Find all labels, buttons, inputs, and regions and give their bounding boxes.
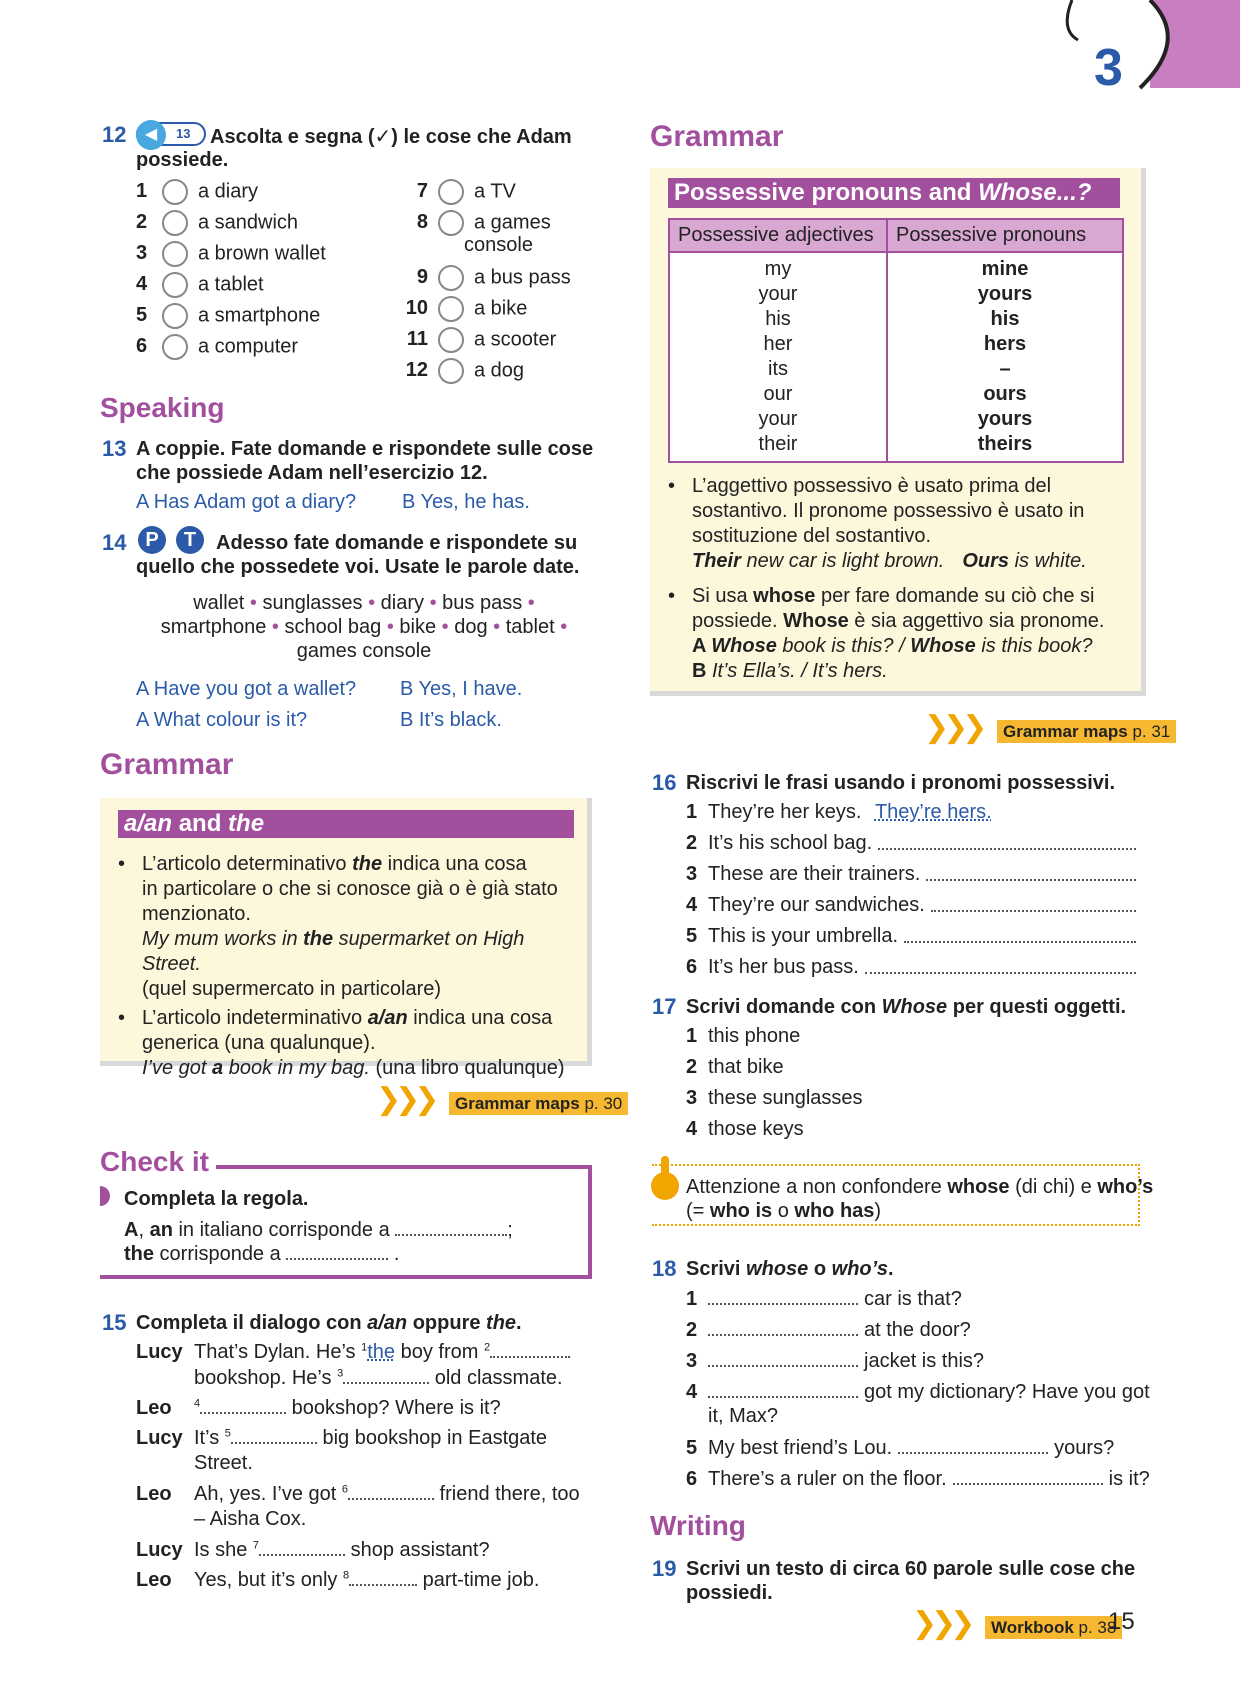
dialogue-line: Leo $^4$ bookshop? Where is it? xyxy=(136,1397,501,1419)
checkbox[interactable] xyxy=(162,334,188,360)
ex13-line1: A coppie. Fate domande e rispondete sulle cose xyxy=(136,438,594,460)
chevron-right-icon: ❯❯❯ xyxy=(924,711,982,744)
col-header-pronouns: Possessive pronouns xyxy=(887,219,1123,252)
answer-blank[interactable] xyxy=(343,1366,429,1384)
ex18-item: 3 jacket is this? xyxy=(686,1350,985,1372)
checkbox[interactable] xyxy=(438,327,464,353)
check-it-instruction: Completa la regola. xyxy=(124,1188,309,1210)
unit-badge-arc xyxy=(1060,0,1200,96)
ex18-item: 1 car is that? xyxy=(686,1288,962,1310)
grammar-right-title: Grammar xyxy=(650,120,784,153)
attention-line1: Attenzione a non confondere whose (di chi) e who’s xyxy=(686,1176,1154,1198)
ex14-example-b1: B Yes, I have. xyxy=(400,678,523,700)
table-cell: theirs xyxy=(887,432,1123,462)
articles-rule-box xyxy=(100,798,592,1079)
ex12-item: 6 a computer xyxy=(136,334,298,360)
answer-blank[interactable] xyxy=(931,894,1136,912)
ex12-instruction-line2: possiede. xyxy=(136,149,229,171)
table-cell: her xyxy=(669,332,887,357)
dialogue-line: Leo Yes, but it’s only $^8$ part-time job. xyxy=(136,1569,540,1591)
ex12-instruction-line1: Ascolta e segna (✓) le cose che Adam xyxy=(210,126,572,148)
ex12-item: 3 a brown wallet xyxy=(136,241,326,267)
ex12-item: 8 a games xyxy=(394,210,551,236)
answer-blank[interactable] xyxy=(898,1436,1048,1454)
answer-blank[interactable] xyxy=(259,1538,345,1556)
checkbox[interactable] xyxy=(162,241,188,267)
ex18-item: 6 There’s a ruler on the floor. is it? xyxy=(686,1468,1150,1490)
ex16-item: 4 They’re our sandwiches. xyxy=(686,894,1136,917)
table-cell: mine xyxy=(887,252,1123,282)
ex17-item: 2 that bike xyxy=(686,1056,784,1078)
dialogue-line: Lucy It’s $^5$ big bookshop in Eastgate xyxy=(136,1427,548,1449)
ex13-example-b: B Yes, he has. xyxy=(402,491,530,513)
answer-blank[interactable] xyxy=(708,1380,858,1398)
answer-blank[interactable] xyxy=(231,1426,317,1444)
ex15-number: 15 xyxy=(102,1310,127,1335)
table-cell: yours xyxy=(887,282,1123,307)
ex19-number: 19 xyxy=(652,1556,677,1581)
ex18-instruction: Scrivi whose o who’s. xyxy=(686,1258,894,1280)
grammar-maps-link-31[interactable]: ❯❯❯ Grammar maps p. 31 xyxy=(924,710,1176,745)
ex12-number: 12 xyxy=(102,122,127,147)
answer-blank[interactable] xyxy=(395,1218,507,1236)
dialogue-line: – Aisha Cox. xyxy=(194,1508,307,1530)
answer-blank[interactable] xyxy=(490,1340,570,1358)
ex18-item-continuation: it, Max? xyxy=(708,1405,779,1427)
checkbox[interactable] xyxy=(438,210,464,236)
ex12-item-continuation: console xyxy=(464,234,533,256)
ex16-item: 1 They’re her keys. They’re hers. xyxy=(686,801,992,823)
audio-track-number: 13 xyxy=(176,126,191,141)
table-cell: your xyxy=(669,282,887,307)
answer-blank[interactable] xyxy=(200,1396,286,1414)
ex14-line2: quello che possedete voi. Usate le parole date. xyxy=(136,556,580,578)
writing-title: Writing xyxy=(650,1510,746,1541)
checkbox[interactable] xyxy=(438,358,464,384)
ex12-item: 1 a diary xyxy=(136,179,258,205)
check-it-line1: A, an in italiano corrisponde a ; xyxy=(124,1219,513,1241)
pair-work-badge: P xyxy=(138,526,166,554)
answer-blank[interactable] xyxy=(349,1568,417,1586)
checkbox[interactable] xyxy=(162,210,188,236)
ex18-number: 18 xyxy=(652,1256,677,1281)
ex17-instruction: Scrivi domande con Whose per questi oggetti. xyxy=(686,996,1127,1018)
checkbox[interactable] xyxy=(438,296,464,322)
ex16-instruction: Riscrivi le frasi usando i pronomi possessivi. xyxy=(686,772,1116,794)
ex12-item: 9 a bus pass xyxy=(394,265,571,291)
answer-blank[interactable] xyxy=(953,1467,1103,1485)
ex14-example-a1: A Have you got a wallet? xyxy=(136,678,357,700)
ex17-item: 1 this phone xyxy=(686,1025,801,1047)
ex17-number: 17 xyxy=(652,994,677,1019)
ex16-item: 5 This is your umbrella. xyxy=(686,925,1136,948)
speaker-icon: ◀ xyxy=(136,120,166,150)
ex13-example-a: A Has Adam got a diary? xyxy=(136,491,357,513)
ex17-item: 3 these sunglasses xyxy=(686,1087,863,1109)
ex14-example-b2: B It’s black. xyxy=(400,709,502,731)
ex12-item: 5 a smartphone xyxy=(136,303,320,329)
answer-blank[interactable] xyxy=(708,1287,858,1305)
ex19-line1: Scrivi un testo di circa 60 parole sulle cose che xyxy=(686,1558,1136,1580)
ex16-item: 2 It’s his school bag. xyxy=(686,832,1136,855)
possessive-box-title: Possessive pronouns and Whose...? xyxy=(668,178,1120,208)
checkbox[interactable] xyxy=(438,265,464,291)
table-cell: my xyxy=(669,252,887,282)
checkbox[interactable] xyxy=(162,272,188,298)
chevron-right-icon: ❯❯❯ xyxy=(376,1083,434,1116)
word-list-line2: smartphone • school bag • bike • dog • tablet • xyxy=(160,616,568,638)
checkbox[interactable] xyxy=(162,303,188,329)
attention-hand-icon xyxy=(648,1156,682,1202)
task-badge: T xyxy=(176,526,204,554)
ex17-item: 4 those keys xyxy=(686,1118,804,1140)
filled-answer: They’re hers. xyxy=(874,801,992,823)
dialogue-line: Lucy Is she $^7$ shop assistant? xyxy=(136,1539,490,1561)
answer-blank[interactable] xyxy=(865,956,1136,974)
possessive-bullet1: • L’aggettivo possessivo è usato prima del sostantivo. Il pronome possessivo è usato in sostituzione del sostantivo. Their new car is light brown. Ours is white. xyxy=(668,475,1087,572)
chevron-right-icon: ❯❯❯ xyxy=(912,1607,970,1640)
articles-bullet1: • L’articolo determinativo the indica una cosa in particolare o che si conosce già o è già stato menzionato. My mum works in the supermarket on High Street. (quel supermercato in particolare) xyxy=(118,853,558,1000)
ex12-item: 10 a bike xyxy=(394,296,527,322)
filled-answer: the xyxy=(367,1341,396,1363)
table-cell: yours xyxy=(887,407,1123,432)
speaking-title: Speaking xyxy=(100,392,225,423)
table-cell: – xyxy=(887,357,1123,382)
ex16-number: 16 xyxy=(652,770,677,795)
answer-blank[interactable] xyxy=(926,863,1136,881)
attention-line2: (= who is o who has) xyxy=(686,1200,882,1222)
page-number: 15 xyxy=(1108,1608,1135,1635)
ex13-line2: che possiede Adam nell’esercizio 12. xyxy=(136,462,488,484)
ex12-item: 2 a sandwich xyxy=(136,210,298,236)
table-cell: our xyxy=(669,382,887,407)
check-it-title: Check it xyxy=(100,1146,209,1177)
answer-blank[interactable] xyxy=(286,1242,388,1260)
answer-blank[interactable] xyxy=(878,832,1136,850)
ex12-item: 12 a dog xyxy=(394,358,524,384)
ex13-number: 13 xyxy=(102,436,127,461)
ex14-line1: Adesso fate domande e rispondete su xyxy=(216,532,578,554)
ex19-line2: possiedi. xyxy=(686,1582,773,1604)
word-list-line1: wallet • sunglasses • diary • bus pass • xyxy=(193,592,535,614)
answer-blank[interactable] xyxy=(708,1318,858,1336)
possessive-bullet2: • Si usa whose per fare domande su ciò che si possiede. Whose è sia aggettivo sia pronome. A Whose book is this? / Whose is this book? B It’s Ella’s. / It’s hers. xyxy=(668,585,1105,682)
ex14-number: 14 xyxy=(102,530,127,555)
audio-badge[interactable] xyxy=(136,122,206,146)
dialogue-line: Leo Ah, yes. I’ve got $^6$ friend there, too xyxy=(136,1483,580,1505)
answer-blank[interactable] xyxy=(904,925,1136,943)
col-header-adjectives: Possessive adjectives xyxy=(669,219,887,252)
answer-blank[interactable] xyxy=(708,1349,858,1367)
articles-bullet2: • L’articolo indeterminativo a/an indica una cosa generica (una qualunque). I’ve got a book in my bag. (una libro qualunque) xyxy=(118,1007,565,1079)
ex12-item: 11 a scooter xyxy=(394,327,556,353)
ex12-item: 4 a tablet xyxy=(136,272,264,298)
table-cell: your xyxy=(669,407,887,432)
table-cell: hers xyxy=(887,332,1123,357)
ex18-item: 5 My best friend’s Lou. yours? xyxy=(686,1437,1115,1459)
table-cell: his xyxy=(887,307,1123,332)
ex16-item: 3 These are their trainers. xyxy=(686,863,1136,886)
table-cell: its xyxy=(669,357,887,382)
answer-blank[interactable] xyxy=(348,1482,434,1500)
dialogue-line: bookshop. He’s $^3$ old classmate. xyxy=(194,1367,563,1389)
ex14-example-a2: A What colour is it? xyxy=(136,709,308,731)
possessive-rule-box xyxy=(650,168,1146,696)
checkbox[interactable] xyxy=(162,179,188,205)
table-cell: ours xyxy=(887,382,1123,407)
word-list-line3: games console xyxy=(296,640,432,662)
table-cell: his xyxy=(669,307,887,332)
articles-box-title: a/an and the xyxy=(118,810,574,838)
table-cell: their xyxy=(669,432,887,462)
check-it-line2: the corrisponde a . xyxy=(124,1243,400,1265)
ex16-item: 6 It’s her bus pass. xyxy=(686,956,1136,979)
checkbox[interactable] xyxy=(438,179,464,205)
ex18-item: 4 got my dictionary? Have you got xyxy=(686,1381,1150,1403)
ex12-item: 7 a TV xyxy=(394,179,516,205)
grammar-maps-link-30[interactable]: ❯❯❯ Grammar maps p. 30 xyxy=(376,1082,628,1117)
possessive-table xyxy=(668,218,1124,463)
workbook-link[interactable]: ❯❯❯ Workbook p. 38 xyxy=(912,1606,1122,1641)
dialogue-line: Street. xyxy=(194,1452,253,1474)
grammar-left-title: Grammar xyxy=(100,748,234,781)
ex18-item: 2 at the door? xyxy=(686,1319,971,1341)
ex15-instruction: Completa il dialogo con a/an oppure the. xyxy=(136,1312,522,1334)
dialogue-line: Lucy That’s Dylan. He’s $^1$the boy from $^2$ xyxy=(136,1340,570,1364)
unit-number: 3 xyxy=(1094,39,1123,97)
